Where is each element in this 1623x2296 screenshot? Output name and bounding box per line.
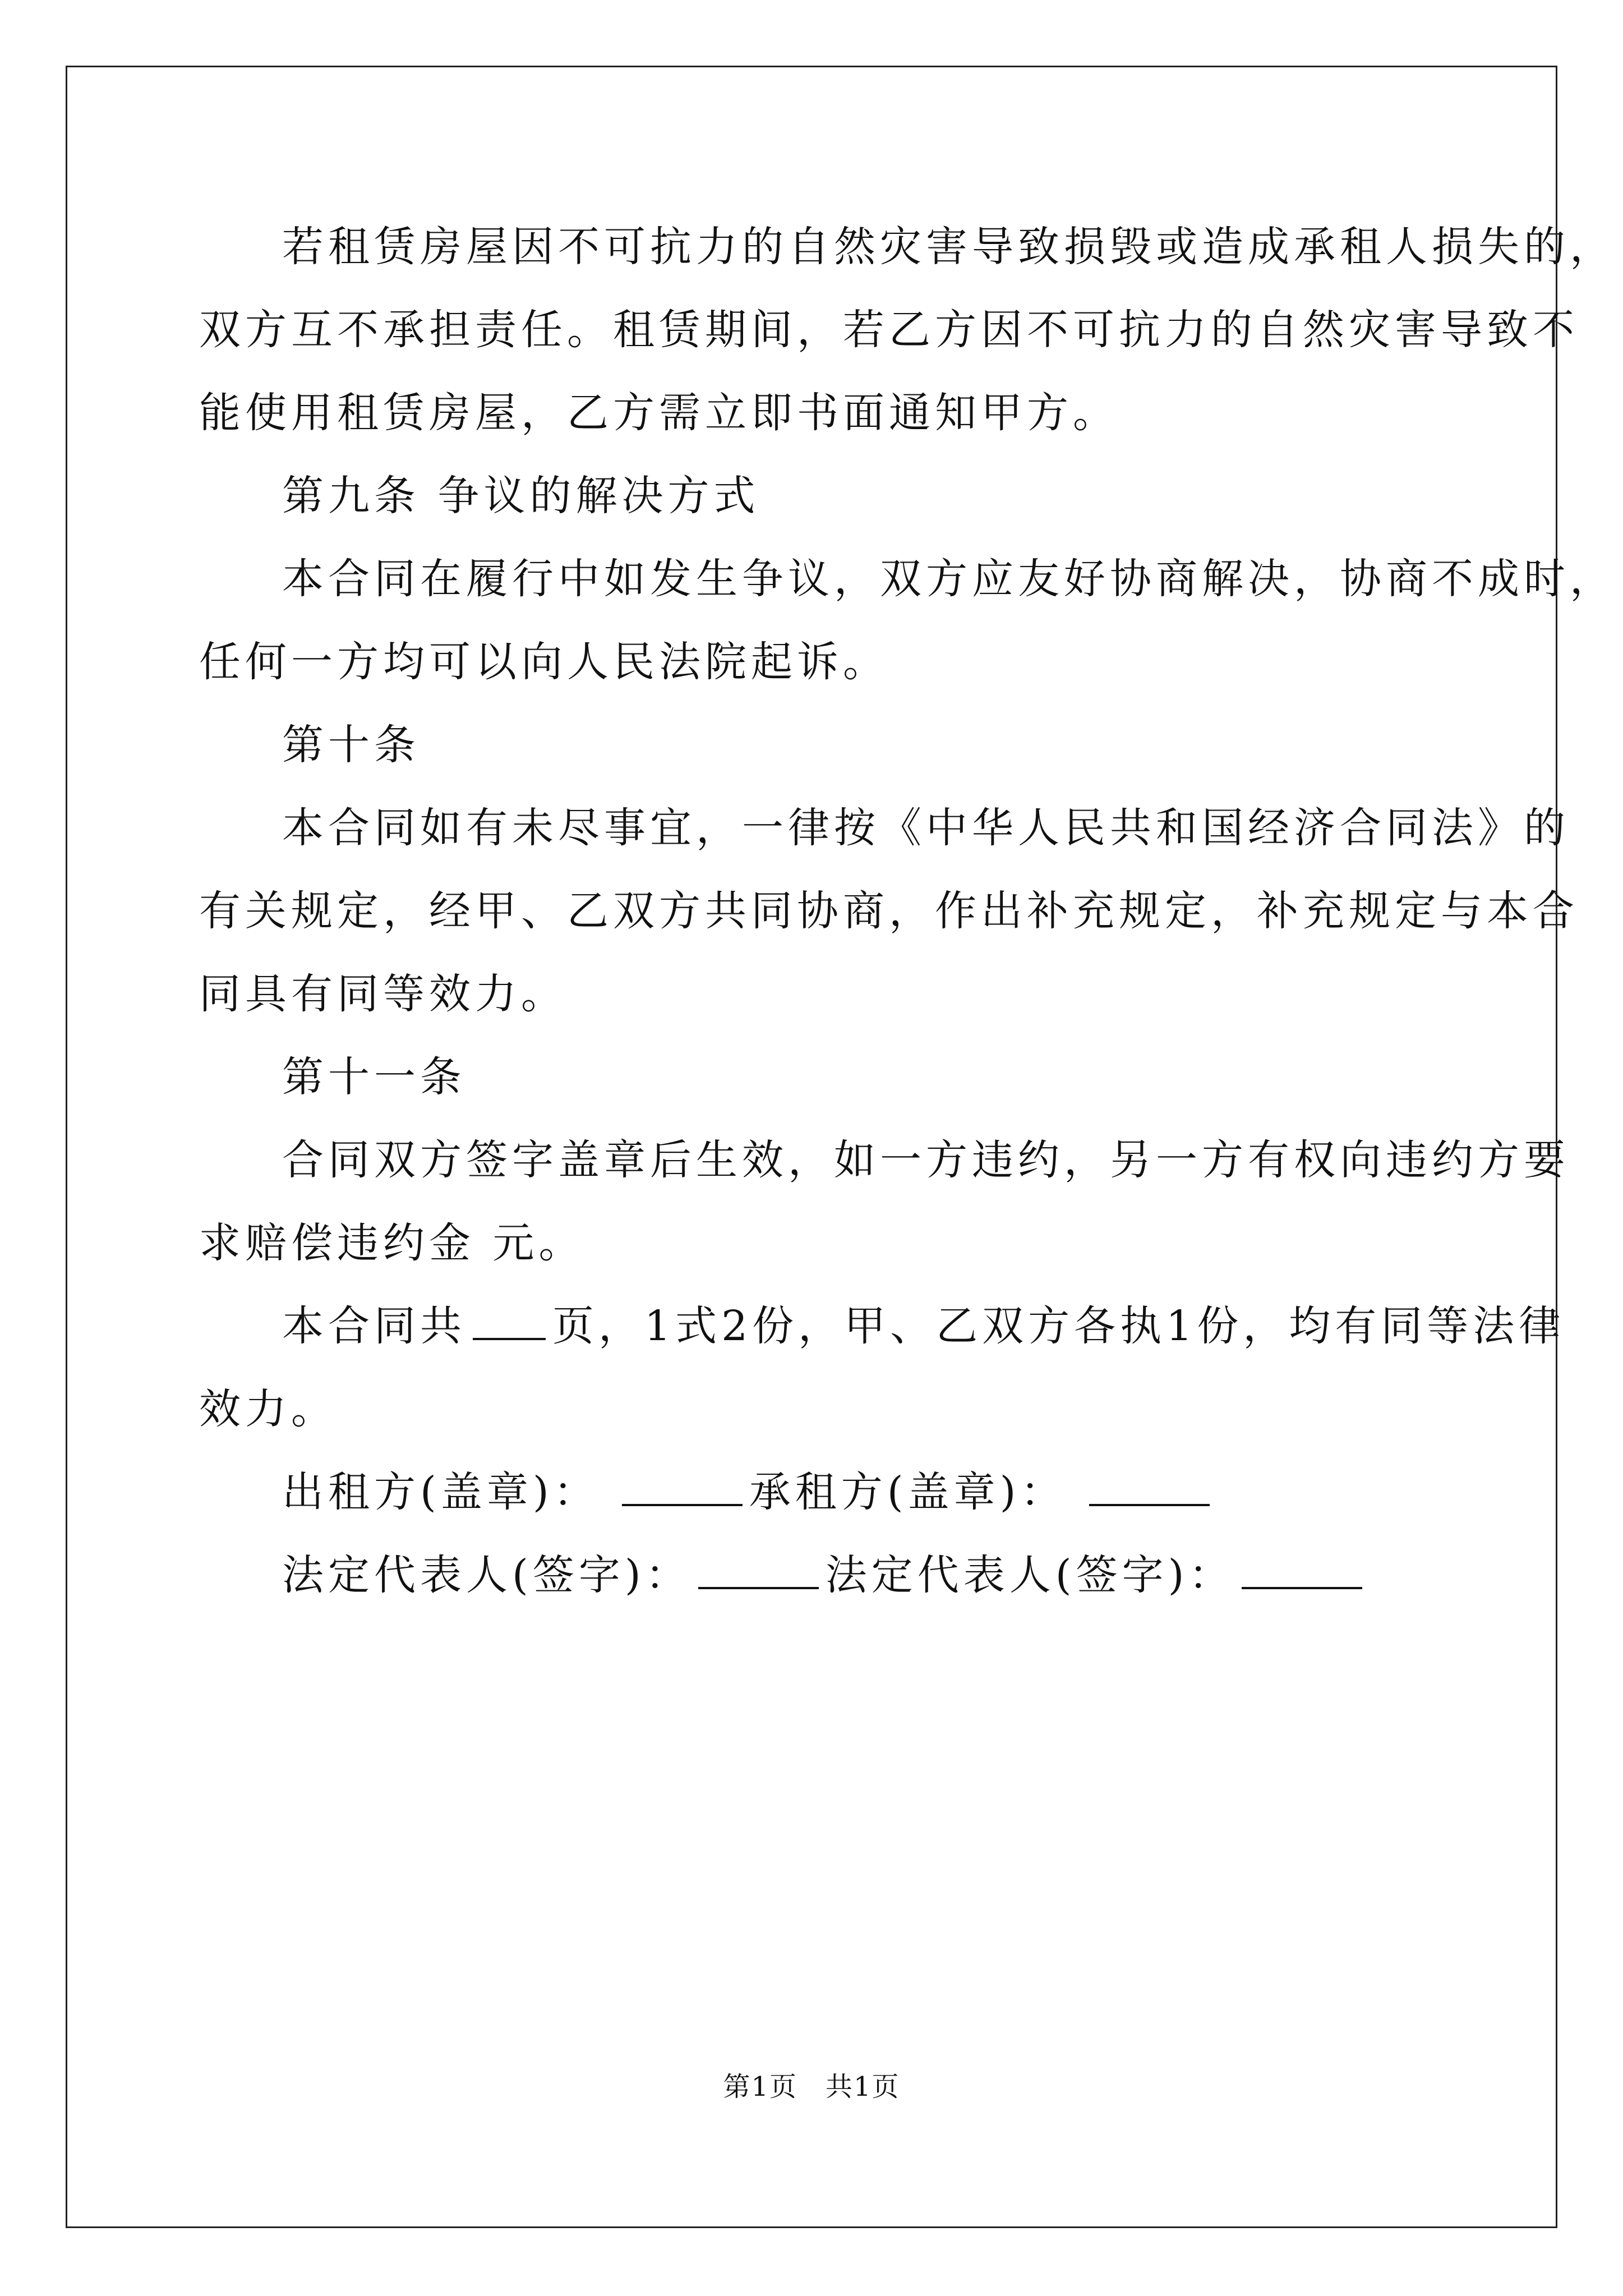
- paragraph-dispute-line-2: 任何一方均可以向人民法院起诉。: [199, 638, 889, 686]
- copies-text-a: 本合同共: [282, 1302, 466, 1350]
- paragraph-force-majeure-line-3: 能使用租赁房屋，乙方需立即书面通知甲方。: [199, 389, 1119, 437]
- paragraph-copies-line-2: 效力。: [199, 1385, 337, 1433]
- paragraph-supplement-line-3: 同具有同等效力。: [199, 970, 567, 1018]
- paragraph-supplement-line-2: 有关规定，经甲、乙双方共同协商，作出补充规定，补充规定与本合: [199, 887, 1579, 935]
- lessee-seal-label: 承租方(盖章)：: [749, 1468, 1067, 1516]
- article-10-heading: 第十条: [282, 721, 420, 769]
- page-footer: 第1页 共1页: [723, 2071, 900, 2102]
- article-9-heading: 第九条 争议的解决方式: [282, 472, 760, 520]
- paragraph-dispute-line-1: 本合同在履行中如发生争议，双方应友好协商解决，协商不成时，: [282, 555, 1616, 603]
- page-count-blank: [473, 1299, 546, 1340]
- paragraph-force-majeure-line-1: 若租赁房屋因不可抗力的自然灾害导致损毁或造成承租人损失的，: [282, 223, 1616, 271]
- lessor-rep-blank: [698, 1548, 819, 1589]
- paragraph-effect-line-2: 求赔偿违约金 元。: [199, 1219, 585, 1267]
- paragraph-copies-line-1: [282, 1298, 1565, 1354]
- signature-row-representative: [282, 1547, 1369, 1603]
- article-11-heading: 第十一条: [282, 1053, 466, 1101]
- signature-row-seal: [282, 1464, 1216, 1520]
- lessor-seal-label: 出租方(盖章)：: [282, 1468, 600, 1516]
- lessor-rep-label: 法定代表人(签字)：: [282, 1551, 691, 1599]
- copies-text-b: 页，1式2份，甲、乙双方各执1份，均有同等法律: [552, 1302, 1565, 1350]
- paragraph-effect-line-1: 合同双方签字盖章后生效，如一方违约，另一方有权向违约方要: [282, 1136, 1570, 1184]
- lessee-seal-blank: [1089, 1465, 1210, 1506]
- lessee-rep-blank: [1242, 1548, 1362, 1589]
- lessor-seal-blank: [622, 1465, 743, 1506]
- lessee-rep-label: 法定代表人(签字)：: [825, 1551, 1235, 1599]
- paragraph-force-majeure-line-2: 双方互不承担责任。租赁期间，若乙方因不可抗力的自然灾害导致不: [199, 306, 1579, 354]
- paragraph-supplement-line-1: 本合同如有未尽事宜，一律按《中华人民共和国经济合同法》的: [282, 804, 1570, 852]
